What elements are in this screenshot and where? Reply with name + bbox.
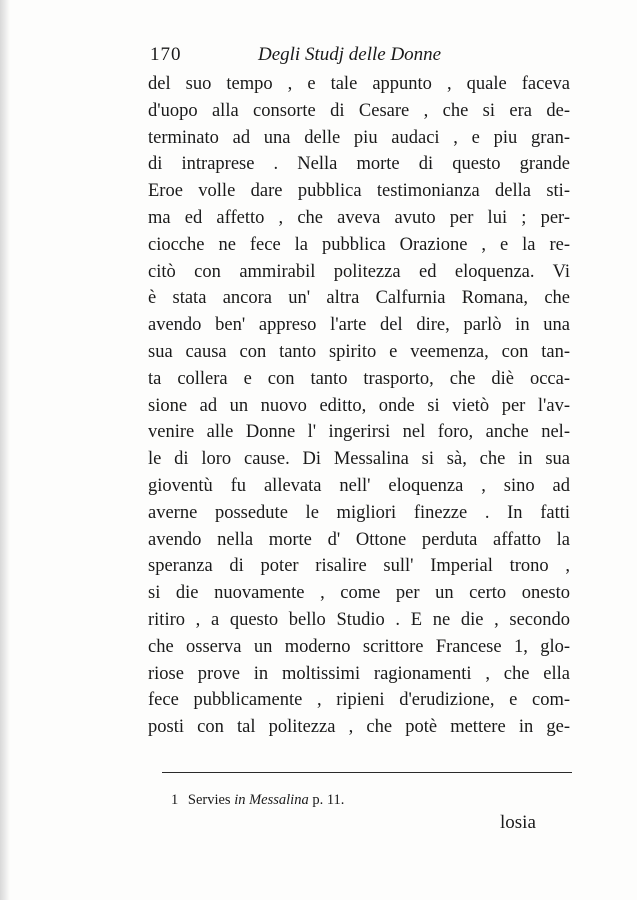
footnote [171, 792, 344, 809]
text-line: riose prove in moltissimi ragionamenti , che ella [148, 663, 570, 684]
page-gutter-shadow [0, 0, 10, 900]
text-line: gioventù fu allevata nell' eloquenza , sino ad [148, 475, 570, 496]
text-line: citò con ammirabil politezza ed eloquenza. Vi [148, 261, 570, 282]
text-line: che osserva un moderno scrittore Francese 1, glo- [148, 636, 570, 657]
catchword: losia [500, 812, 536, 833]
text-line: avendo ben' appreso l'arte del dire, parlò in una [148, 315, 570, 336]
text-line: d'uopo alla consorte di Cesare , che si era de- [148, 100, 570, 121]
text-line: ciocche ne fece la pubblica Orazione , e la re- [148, 234, 570, 255]
body-text [148, 71, 570, 741]
text-line: ma ed affetto , che aveva avuto per lui ; per- [148, 207, 570, 228]
footnote-work: in Messalina [234, 792, 309, 808]
text-line: è stata ancora un' altra Calfurnia Romana, che [148, 288, 570, 309]
footnote-mark: 1 [171, 792, 179, 808]
text-line: averne possedute le migliori finezze . In fatti [148, 502, 570, 523]
text-line: ta collera e con tanto trasporto, che diè occa- [148, 368, 570, 389]
text-line: del suo tempo , e tale appunto , quale faceva [148, 74, 570, 94]
text-line: Eroe volle dare pubblica testimonianza della sti- [148, 181, 570, 202]
page-number: 170 [150, 44, 182, 65]
text-line: di intraprese . Nella morte di questo grande [148, 154, 570, 175]
running-title: Degli Studj delle Donne [258, 44, 442, 65]
text-line: si die nuovamente , come per un certo onesto [148, 583, 570, 604]
text-line: posti con tal politezza , che potè mettere in ge- [148, 717, 570, 738]
text-line: le di loro cause. Di Messalina si sà, che in sua [148, 449, 570, 470]
text-line: avendo nella morte d' Ottone perduta affatto la [148, 529, 570, 550]
footnote-page: p. 11. [312, 792, 345, 808]
running-head [150, 44, 570, 72]
footnote-rule [162, 772, 572, 773]
text-line: fece pubblicamente , ripieni d'erudizione, e com- [148, 690, 570, 711]
text-line: sione ad un nuovo editto, onde si vietò per l'av- [148, 395, 570, 416]
text-line: venire alle Donne l' ingerirsi nel foro, anche nel- [148, 422, 570, 443]
text-line: sua causa con tanto spirito e veemenza, con tan- [148, 341, 570, 362]
text-line: ritiro , a questo bello Studio . E ne die , secondo [148, 609, 570, 630]
text-line: speranza di poter risalire sull' Imperial trono , [148, 556, 570, 577]
footnote-author: Servies [187, 792, 231, 808]
text-line: terminato ad una delle piu audaci , e piu gran- [148, 127, 570, 148]
